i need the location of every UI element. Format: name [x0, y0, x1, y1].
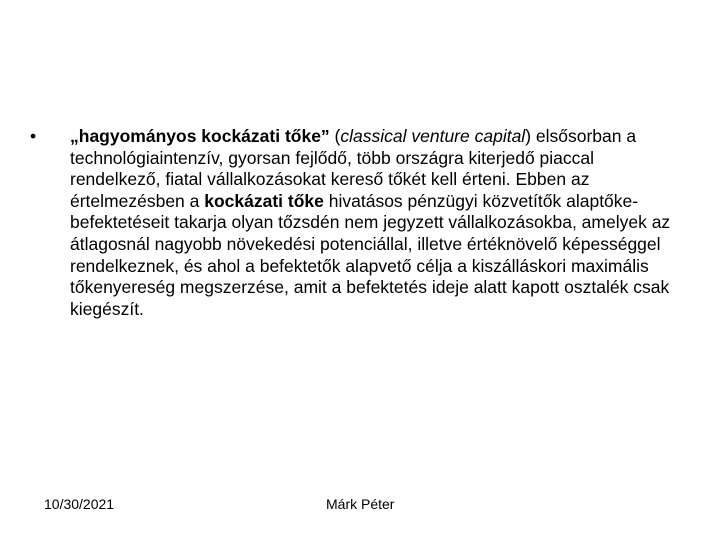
bullet-body-part-1: elsősorban a technológiaintenzív, gyorsan fejlődő, több országra kiterjedő piaccal rendelkező, fiatal vállalkozásokat kereső tőkét kell érteni. Ebben az értelmezésben a — [70, 126, 637, 211]
bullet-term: „hagyományos kockázati tőke” — [70, 126, 330, 146]
paren-close: ) — [525, 126, 532, 146]
footer-author: Márk Péter — [326, 496, 395, 512]
footer-date: 10/30/2021 — [44, 496, 115, 512]
bullet-term-english: classical venture capital — [340, 126, 526, 146]
bullet-emphasis: kockázati tőke — [204, 190, 324, 211]
paren-open: ( — [329, 126, 341, 146]
bullet-body-part-2: hivatásos pénzügyi közvetítők alaptőke-befektetéseit takarja olyan tőzsdén nem jegyzett vállalkozásokba, amelyek az átlagosnál nagyobb növekedési potenciállal, illetve értéknövelő képességgel rendelkeznek, és ahol a befektetők alapvető célja a kiszálláskori maximális tőkenyereség megszerzése, amit a befektetés ideje alatt kapott osztalék csak kiegészít. — [70, 190, 671, 319]
bullet-marker: • — [30, 126, 37, 146]
bullet-item — [30, 126, 680, 320]
bullet-text — [70, 126, 680, 320]
